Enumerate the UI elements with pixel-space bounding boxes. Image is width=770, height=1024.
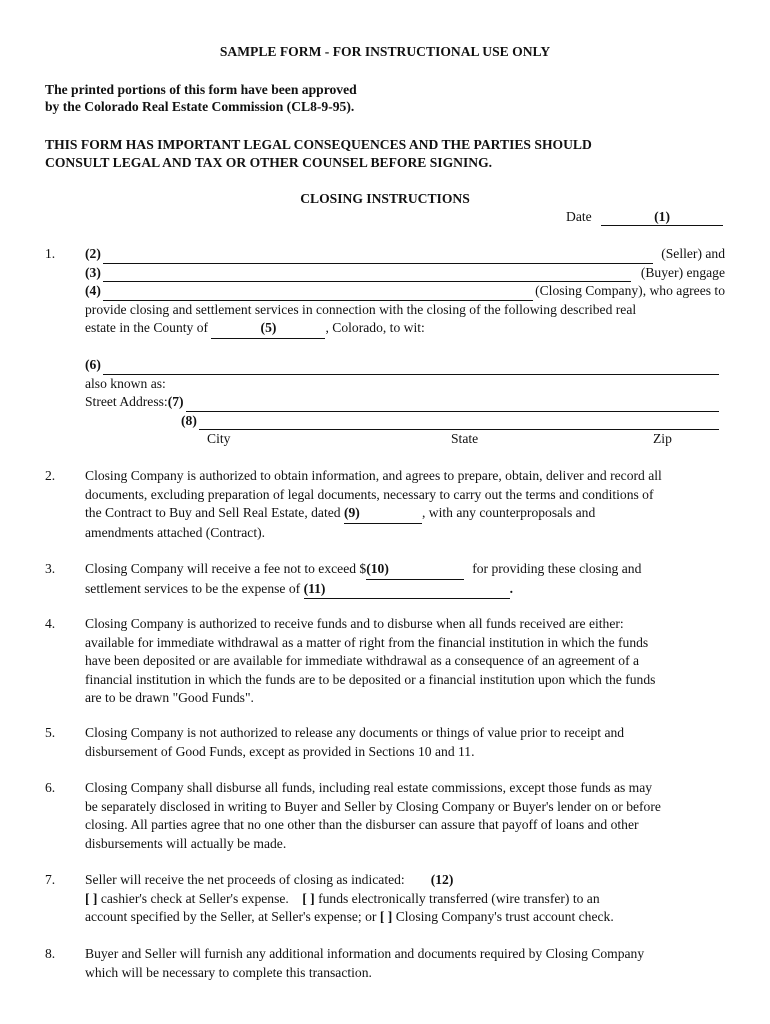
section-2-number: 2. bbox=[45, 468, 56, 483]
date-row bbox=[566, 208, 723, 226]
seller-name-field[interactable] bbox=[103, 249, 653, 264]
date-label: Date bbox=[566, 209, 592, 224]
date-field[interactable]: (1) bbox=[601, 208, 723, 226]
section-4-line: Closing Company is authorized to receive funds and to disburse when all funds received are either: bbox=[85, 616, 624, 631]
wire-transfer-checkbox[interactable]: [ ] bbox=[302, 890, 315, 906]
section-7-line-1: Seller will receive the net proceeds of closing as indicated: (12) bbox=[85, 872, 454, 887]
section-2-line-3: the Contract to Buy and Sell Real Estate, dated (9) , with any counterproposals and bbox=[85, 504, 731, 524]
section-1-number: 1. bbox=[45, 246, 56, 261]
section-5 bbox=[85, 724, 731, 761]
state-label: State bbox=[451, 431, 479, 446]
county-field[interactable]: (5) bbox=[211, 319, 325, 339]
section-7 bbox=[85, 871, 731, 927]
section-6 bbox=[85, 779, 731, 853]
section-2-line-4: amendments attached (Contract). bbox=[85, 524, 266, 540]
buyer-name-field[interactable] bbox=[103, 267, 631, 282]
section-4-line: have been deposited or are available for immediate withdrawal as a consequence of an agreement of a bbox=[85, 653, 640, 668]
section-1-line-5: estate in the County of (5) , Colorado, to wit: bbox=[85, 319, 725, 339]
closing-company-suffix: (Closing Company), who agrees to bbox=[535, 283, 725, 298]
section-3-line-2: settlement services to be the expense of (11) . bbox=[85, 580, 731, 600]
section-8-line: which will be necessary to complete this transaction. bbox=[85, 964, 372, 980]
field-7-label: (7) bbox=[167, 394, 184, 409]
section-6-line: closing. All parties agree that no one other than the disburser can assure that payoff of loans and other bbox=[85, 817, 639, 832]
fee-field[interactable]: (10) bbox=[366, 560, 464, 580]
section-2 bbox=[85, 467, 731, 542]
city-state-zip-field[interactable] bbox=[199, 415, 719, 430]
field-6-label: (6) bbox=[85, 357, 101, 372]
form-title: CLOSING INSTRUCTIONS bbox=[300, 191, 470, 206]
field-2-label: (2) bbox=[85, 246, 101, 261]
section-7-number: 7. bbox=[45, 872, 56, 887]
section-6-line: disbursements will actually be made. bbox=[85, 835, 287, 851]
section-8-number: 8. bbox=[45, 946, 56, 961]
contract-date-field[interactable]: (9) bbox=[344, 504, 422, 524]
seller-suffix: (Seller) and bbox=[661, 246, 725, 261]
warning-line-2: CONSULT LEGAL AND TAX OR OTHER COUNSEL BEFORE SIGNING. bbox=[45, 155, 493, 170]
section-1-line-4: provide closing and settlement services in connection with the closing of the following described real bbox=[85, 301, 637, 317]
section-5-line: Closing Company is not authorized to release any documents or things of value prior to receipt and bbox=[85, 725, 625, 740]
section-6-number: 6. bbox=[45, 780, 56, 795]
field-8-label: (8) bbox=[181, 412, 197, 428]
buyer-suffix: (Buyer) engage bbox=[640, 264, 725, 280]
section-4-line: available for immediate withdrawal as a matter of right from the financial institution in which the funds bbox=[85, 634, 649, 650]
section-3-line-1: Closing Company will receive a fee not to exceed $(10) for providing these closing and bbox=[85, 560, 731, 580]
section-2-line-1: Closing Company is authorized to obtain information, and agrees to prepare, obtain, deliver and record all bbox=[85, 468, 662, 483]
city-label: City bbox=[207, 431, 231, 446]
zip-label: Zip bbox=[653, 431, 672, 446]
warning-line-1: THIS FORM HAS IMPORTANT LEGAL CONSEQUENCES AND THE PARTIES SHOULD bbox=[45, 137, 592, 152]
section-7-line-2: [ ] cashier's check at Seller's expense. [ ] funds electronically transferred (wire transfer) to an bbox=[85, 890, 600, 906]
street-address-label: Street Address: bbox=[85, 394, 168, 409]
fee-expense-party-field[interactable]: (11) bbox=[304, 580, 510, 600]
field-3-label: (3) bbox=[85, 264, 101, 280]
section-2-line-2: documents, excluding preparation of legal documents, necessary to carry out the terms and conditions of bbox=[85, 486, 654, 502]
section-1 bbox=[85, 245, 725, 339]
section-4-number: 4. bbox=[45, 616, 56, 631]
sample-form-title: SAMPLE FORM - FOR INSTRUCTIONAL USE ONLY bbox=[219, 44, 551, 59]
property-description bbox=[85, 356, 721, 430]
section-4 bbox=[85, 615, 731, 708]
section-8 bbox=[85, 945, 731, 982]
section-3 bbox=[85, 560, 731, 599]
cashiers-check-checkbox[interactable]: [ ] bbox=[85, 890, 98, 906]
also-known-as-label: also known as: bbox=[85, 375, 166, 391]
approval-line-1: The printed portions of this form have been approved bbox=[45, 82, 357, 97]
section-5-line: disbursement of Good Funds, except as provided in Sections 10 and 11. bbox=[85, 743, 475, 759]
section-7-line-3: account specified by the Seller, at Seller's expense; or [ ] Closing Company's trust account check. bbox=[85, 909, 614, 924]
legal-description-field[interactable] bbox=[103, 360, 719, 375]
closing-company-field[interactable] bbox=[103, 286, 533, 301]
trust-account-check-checkbox[interactable]: [ ] bbox=[379, 909, 393, 924]
section-6-line: Closing Company shall disburse all funds, including real estate commissions, except those funds as may bbox=[85, 780, 653, 795]
street-address-field[interactable] bbox=[186, 397, 719, 412]
field-4-label: (4) bbox=[85, 283, 101, 298]
section-4-line: are to be drawn "Good Funds". bbox=[85, 690, 254, 705]
section-6-line: be separately disclosed in writing to Buyer and Seller by Closing Company or Buyer's lender on or before bbox=[85, 798, 661, 814]
section-5-number: 5. bbox=[45, 725, 56, 740]
section-4-line: financial institution in which the funds are to be deposited or a financial institution upon which the funds bbox=[85, 671, 656, 687]
approval-line-2: by the Colorado Real Estate Commission (CL8-9-95). bbox=[45, 99, 355, 114]
section-8-line: Buyer and Seller will furnish any additional information and documents required by Closing Company bbox=[85, 946, 645, 961]
section-3-number: 3. bbox=[45, 561, 56, 576]
